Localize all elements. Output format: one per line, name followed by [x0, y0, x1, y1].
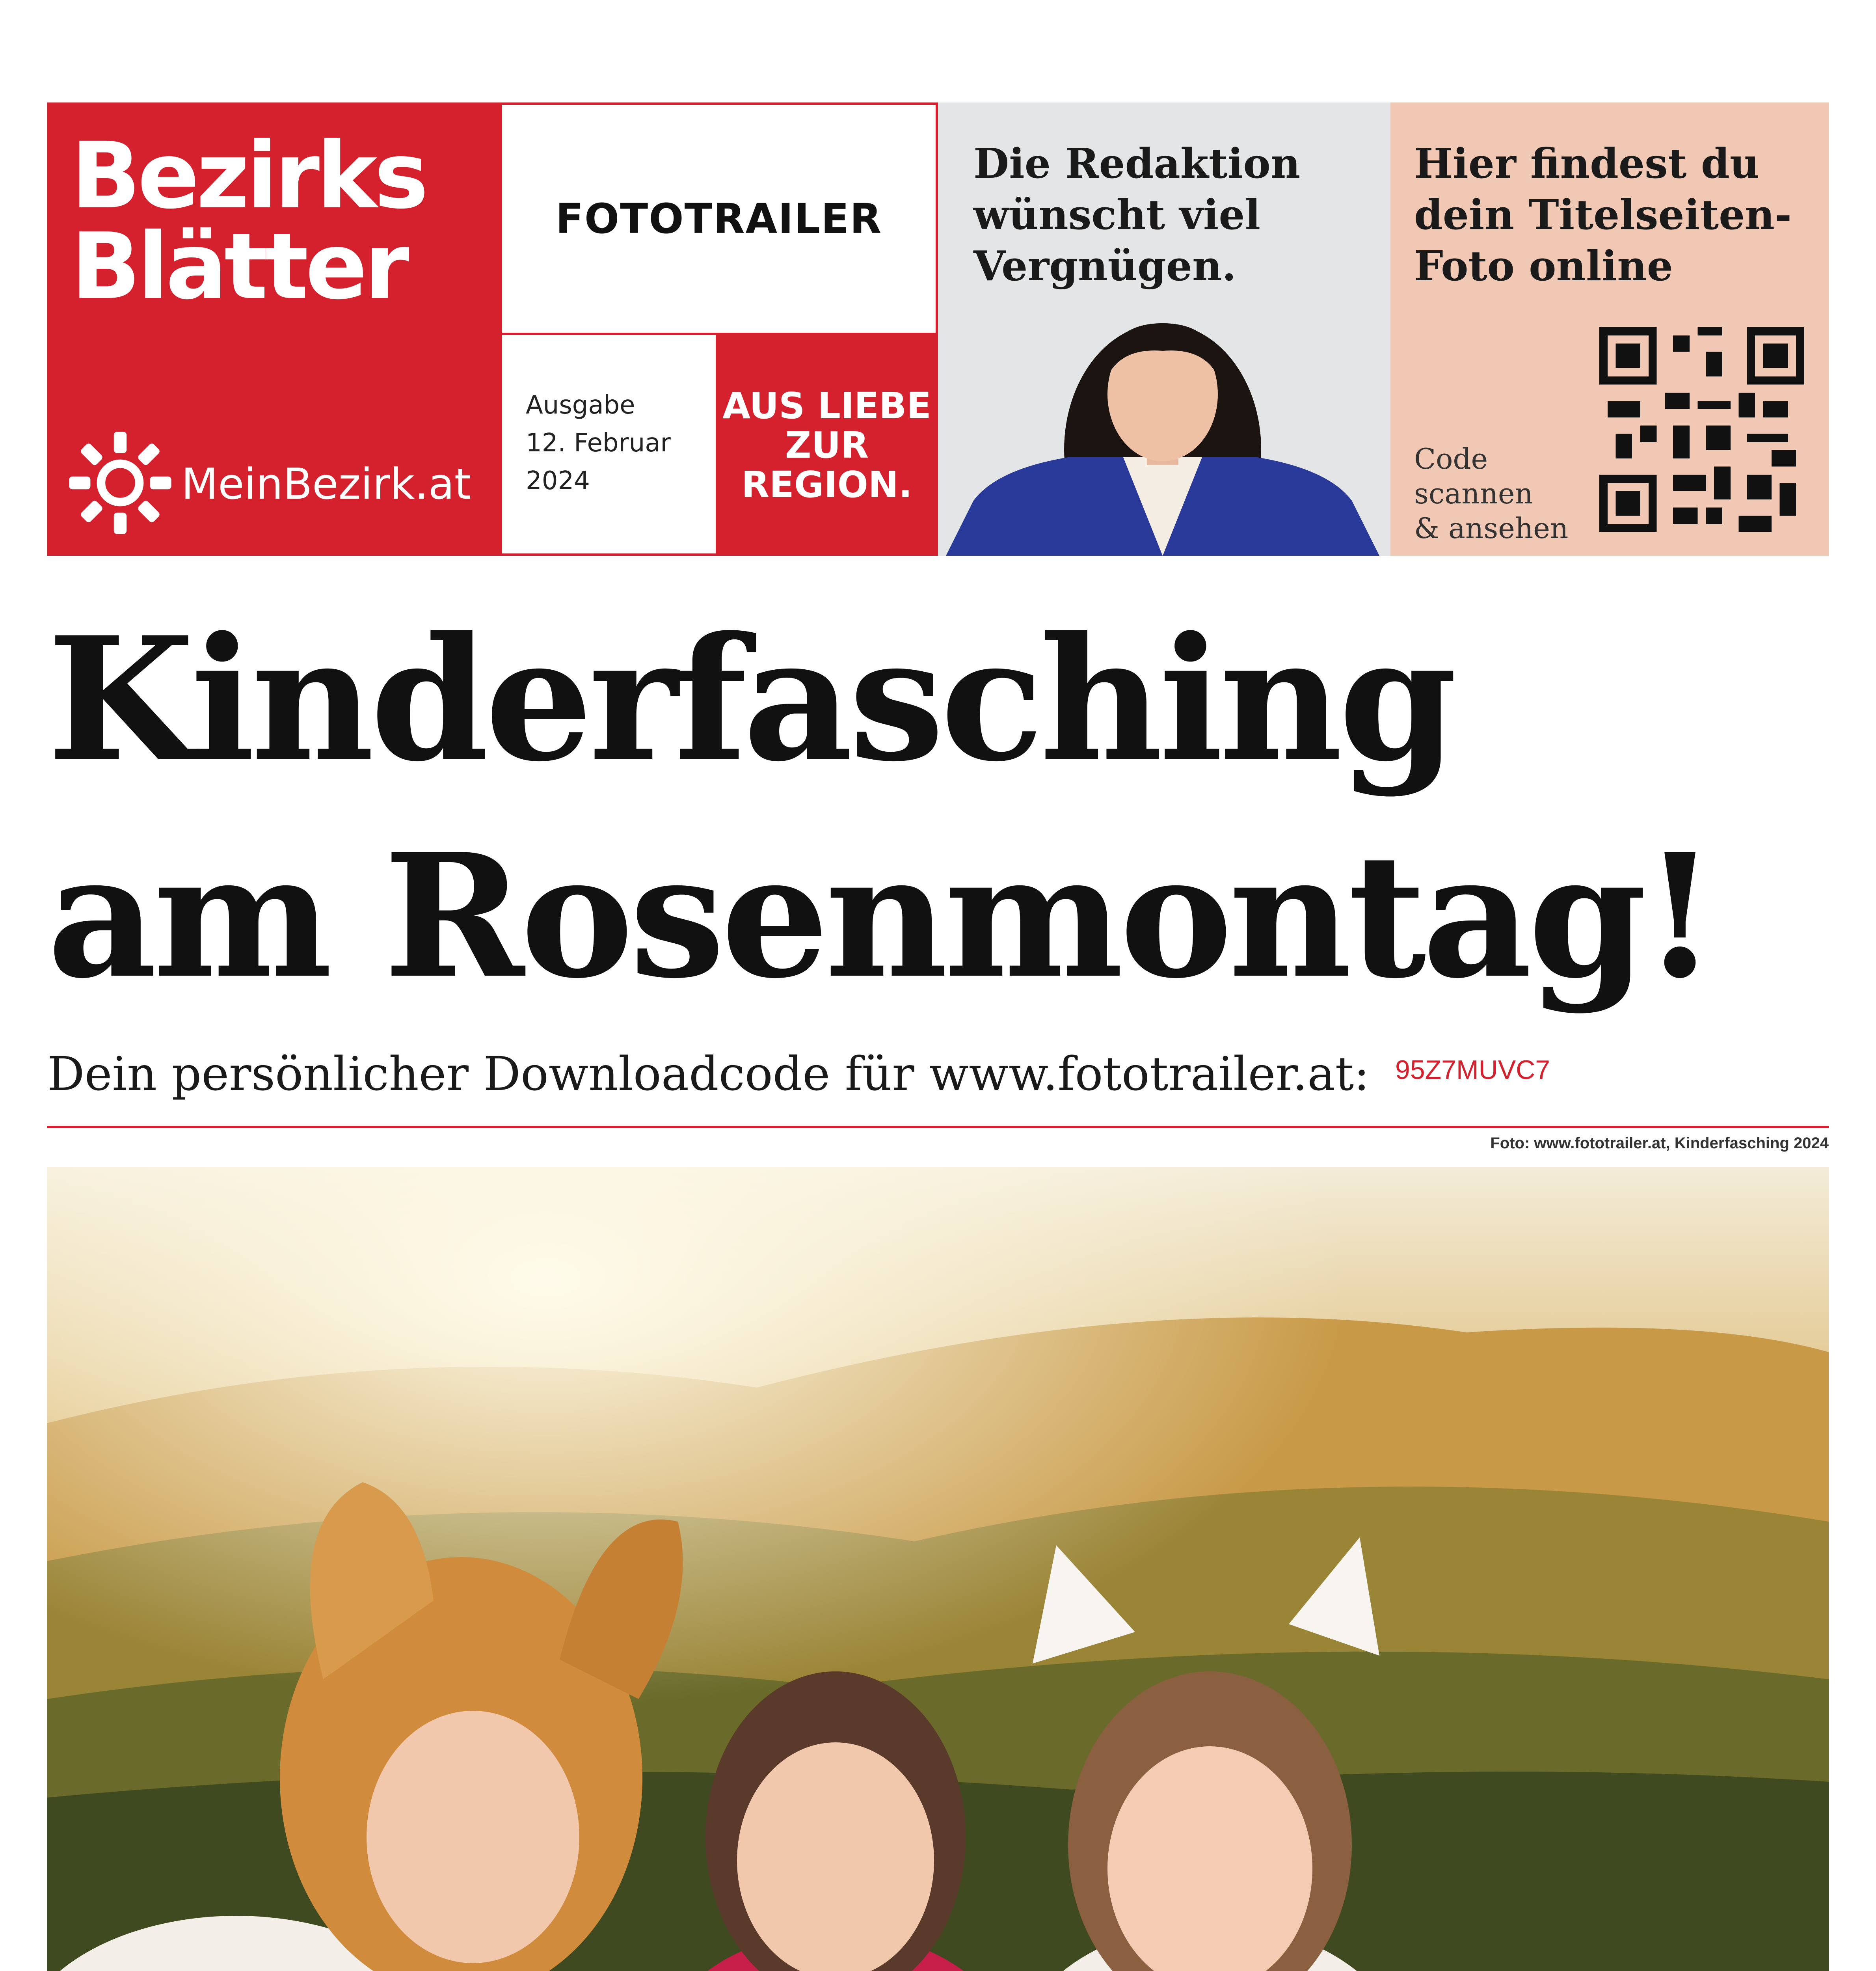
slogan-line1: AUS LIEBE: [722, 385, 932, 427]
edition-info: [500, 335, 716, 556]
online-message-line1: Hier findest du: [1414, 139, 1760, 188]
edition-label: Ausgabe: [526, 391, 635, 420]
online-photo-block: [1390, 102, 1829, 556]
divider: [47, 1126, 1829, 1128]
brand-name-line1: Bezirks: [71, 123, 426, 229]
editor-message-line2: wünscht viel: [973, 190, 1261, 239]
brand-logo-block: [47, 102, 500, 556]
editor-message-line1: Die Redaktion: [973, 139, 1301, 188]
slogan-block: [716, 335, 938, 556]
section-label: FOTOTRAILER: [555, 195, 882, 243]
scan-line2: scannen: [1414, 477, 1533, 510]
scan-line3: & ansehen: [1414, 512, 1569, 545]
slogan-line2: ZUR: [785, 424, 869, 466]
photo-credit: Foto: www.fototrailer.at, Kinderfasching 2024: [1490, 1135, 1829, 1152]
download-code: 95Z7MUVC7: [1395, 1055, 1550, 1085]
headline-line1: Kinderfasching: [47, 600, 1454, 799]
scan-line1: Code: [1414, 442, 1488, 475]
cover-photo: [47, 1167, 1829, 1971]
brand-name-line2: Blätter: [71, 213, 406, 320]
editor-message-line3: Vergnügen.: [973, 242, 1236, 290]
site-name: MeinBezirk.at: [181, 460, 471, 509]
section-header: [500, 102, 938, 335]
slogan-line3: REGION.: [741, 464, 912, 506]
online-message-line3: Foto online: [1414, 242, 1673, 290]
qr-code-icon[interactable]: [1599, 327, 1804, 532]
editor-greeting-block: [938, 102, 1390, 556]
download-label: Dein persönlicher Downloadcode für www.fototrailer.at:: [47, 1047, 1370, 1101]
edition-date: 12. Februar: [526, 428, 671, 458]
headline-line2: am Rosenmontag!: [47, 817, 1713, 1016]
online-message-line2: dein Titelseiten-: [1414, 190, 1792, 239]
edition-year: 2024: [526, 466, 590, 496]
sun-logo-icon: [67, 430, 173, 536]
